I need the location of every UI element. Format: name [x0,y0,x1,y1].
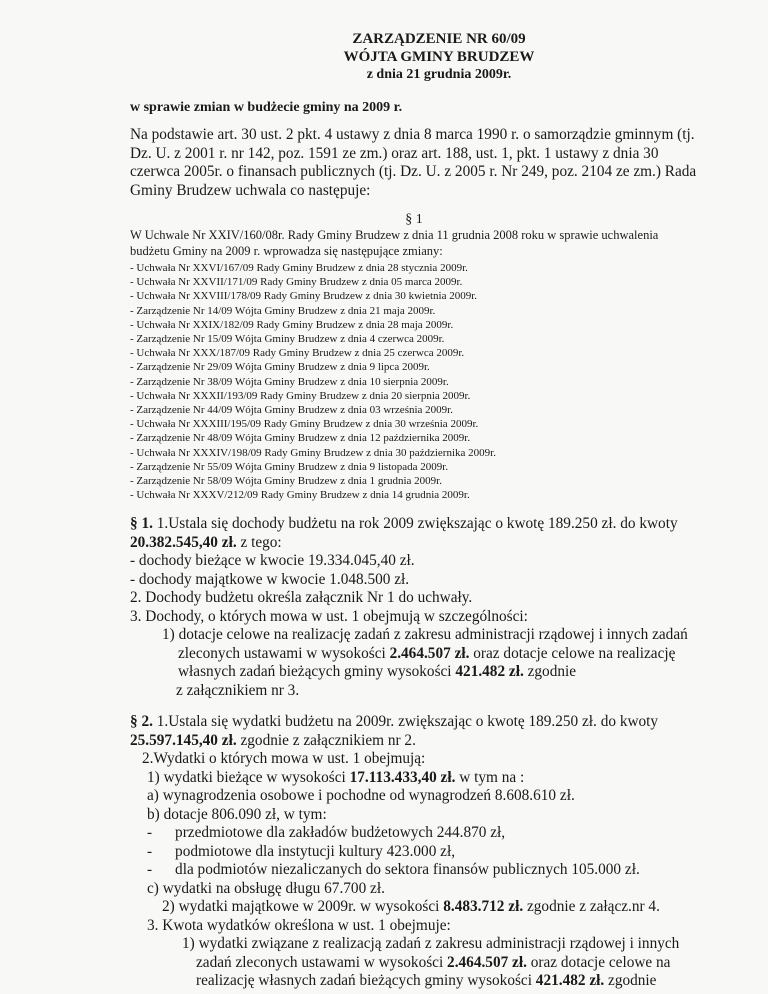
expenditure-total: 25.597.145,40 zł. [130,731,237,749]
expenditure-point-2: 2.Wydatki o których mowa w ust. 1 obejmują: [142,750,426,768]
section-1-income [130,515,698,700]
expenditure-debt-service: c) wydatki na obsługę długu 67.700 zł. [147,879,385,897]
income-subsidies: 1) dotacje celowe na realizację zadań z zakresu administracji rządowej i innych zadań zleconych ustawami w wysokości 2.464.507 zł. oraz dotacje celowe na realizację własnych zadań bieżących gminy wysokości 421.482 zł. zgodnie [162,626,688,681]
income-point-2: 2. Dochody budżetu określa załącznik Nr 1 do uchwały. [130,589,473,607]
expenditure-current: 1) wydatki bieżące w wysokości 17.113.433,40 zł. w tym na : [147,768,525,786]
grant-item: - przedmiotowe dla zakładów budżetowych 244.870 zł, [147,824,506,842]
subject-line: w sprawie zmian w budżecie gminy na 2009 r. [130,100,403,115]
list-item: - Uchwała Nr XXXIV/198/09 Rady Gminy Brudzew z dnia 30 października 2009r. [130,446,496,459]
title-date: z dnia 21 grudnia 2009r. [366,67,512,82]
expenditure-point-3: 3. Kwota wydatków określona w ust. 1 obejmuje: [147,916,451,934]
list-item: - Zarządzenie Nr 14/09 Wójta Gminy Brudzew z dnia 21 maja 2009r. [130,304,436,317]
list-item: - Zarządzenie Nr 15/09 Wójta Gminy Brudzew z dnia 4 czerwca 2009r. [130,333,445,346]
income-total: 20.382.545,40 zł. [130,533,237,551]
list-item: - Zarządzenie Nr 48/09 Wójta Gminy Brudzew z dnia 12 października 2009r. [130,432,471,445]
title-line-2: WÓJTA GMINY BRUDZEW [343,49,535,65]
grant-item: - podmiotowe dla instytucji kultury 423.000 zł, [147,842,456,860]
document-title [180,30,698,84]
amendments-list [130,261,698,502]
grant-item: - dla podmiotów niezaliczanych do sektora finansów publicznych 105.000 zł. [147,861,640,879]
list-item: - Zarządzenie Nr 55/09 Wójta Gminy Brudzew z dnia 9 listopada 2009r. [130,460,449,473]
list-item: - Zarządzenie Nr 29/09 Wójta Gminy Brudzew z dnia 9 lipca 2009r. [130,361,430,374]
list-item: - Uchwała Nr XXXIII/195/09 Rady Gminy Brudzew z dnia 30 września 2009r. [130,418,479,431]
list-item: - Uchwała Nr XXVI/167/09 Rady Gminy Brudzew z dnia 28 stycznia 2009r. [130,262,468,274]
list-item: - Uchwała Nr XXIX/182/09 Rady Gminy Brudzew z dnia 28 maja 2009r. [130,318,454,331]
income-point-3: 3. Dochody, o których mowa w ust. 1 obejmują w szczególności: [130,607,528,625]
list-item: - Uchwała Nr XXVII/171/09 Rady Gminy Brudzew z dnia 05 marca 2009r. [130,276,463,289]
resolution-intro: W Uchwale Nr XXIV/160/08r. Rady Gminy Brudzew z dnia 11 grudnia 2008 roku w sprawie uchwalenia budżetu Gminy na 2009 r. wprowadza się następujące zmiany: [130,228,659,258]
list-item: - Zarządzenie Nr 44/09 Wójta Gminy Brudzew z dnia 03 września 2009r. [130,404,453,417]
expenditure-capital: 2) wydatki majątkowe w 2009r. w wysokości 8.483.712 zł. zgodnie z załącz.nr 4. [162,898,660,916]
legal-basis-paragraph: Na podstawie art. 30 ust. 2 pkt. 4 ustawy z dnia 8 marca 1990 r. o samorządzie gminnym (tj. Dz. U. z 2001 r. nr 142, poz. 1591 ze zm.) oraz art. 188, ust. 1, pkt. 1 ustawy z dnia 30 czerwca 2005r. o finansach publicznych (tj. Dz. U. z 2005 r. Nr 249, poz. 2104 ze zm.) Rada Gminy Brudzew uchwala co następuje: [130,126,697,199]
list-item: - Uchwała Nr XXX/187/09 Rady Gminy Brudzew z dnia 25 czerwca 2009r. [130,347,465,360]
list-item: - Uchwała Nr XXXV/212/09 Rady Gminy Brudzew z dnia 14 grudnia 2009r. [130,489,470,502]
income-capital: - dochody majątkowe w kwocie 1.048.500 zł. [130,570,410,588]
income-current: - dochody bieżące w kwocie 19.334.045,40 zł. [130,552,415,570]
expenditure-grants: b) dotacje 806.090 zł, w tym: [147,805,327,823]
section-1-label: § 1. [130,515,153,533]
section-2-label: § 2. [130,713,153,731]
list-item: - Zarządzenie Nr 58/09 Wójta Gminy Brudzew z dnia 1 grudnia 2009r. [130,475,442,488]
list-item: - Uchwała Nr XXVIII/178/09 Rady Gminy Brudzew z dnia 30 kwietnia 2009r. [130,290,478,303]
section-1-heading: § 1 [405,212,423,227]
expenditure-salaries: a) wynagrodzenia osobowe i pochodne od wynagrodzeń 8.608.610 zł. [147,787,575,805]
income-total-line: § 1. 1.Ustala się dochody budżetu na rok 2009 zwiększając o kwotę 189.250 zł. do kwoty 20.382.545,40 zł. z tego: [130,515,678,551]
section-2-expenditures [130,713,698,991]
list-item: - Zarządzenie Nr 38/09 Wójta Gminy Brudzew z dnia 10 sierpnia 2009r. [130,375,449,388]
income-subsidies-tail: z załącznikiem nr 3. [176,681,300,699]
list-item: - Uchwała Nr XXXII/193/09 Rady Gminy Brudzew z dnia 20 sierpnia 2009r. [130,389,471,402]
expenditure-total-line: § 2. 1.Ustala się wydatki budżetu na 2009r. zwiększając o kwotę 189.250 zł. do kwoty 25.597.145,40 zł. zgodnie z załącznikiem nr 2. [130,713,659,749]
title-line-1: ZARZĄDZENIE NR 60/09 [352,31,526,47]
expenditure-delegated: 1) wydatki związane z realizacją zadań z zakresu administracji rządowej i innych zadań zleconych ustawami w wysokości 2.464.507 zł. oraz dotacje celowe na realizację własnych zadań bieżących gminy wysokości 421.482 zł. zgodnie [182,935,680,990]
